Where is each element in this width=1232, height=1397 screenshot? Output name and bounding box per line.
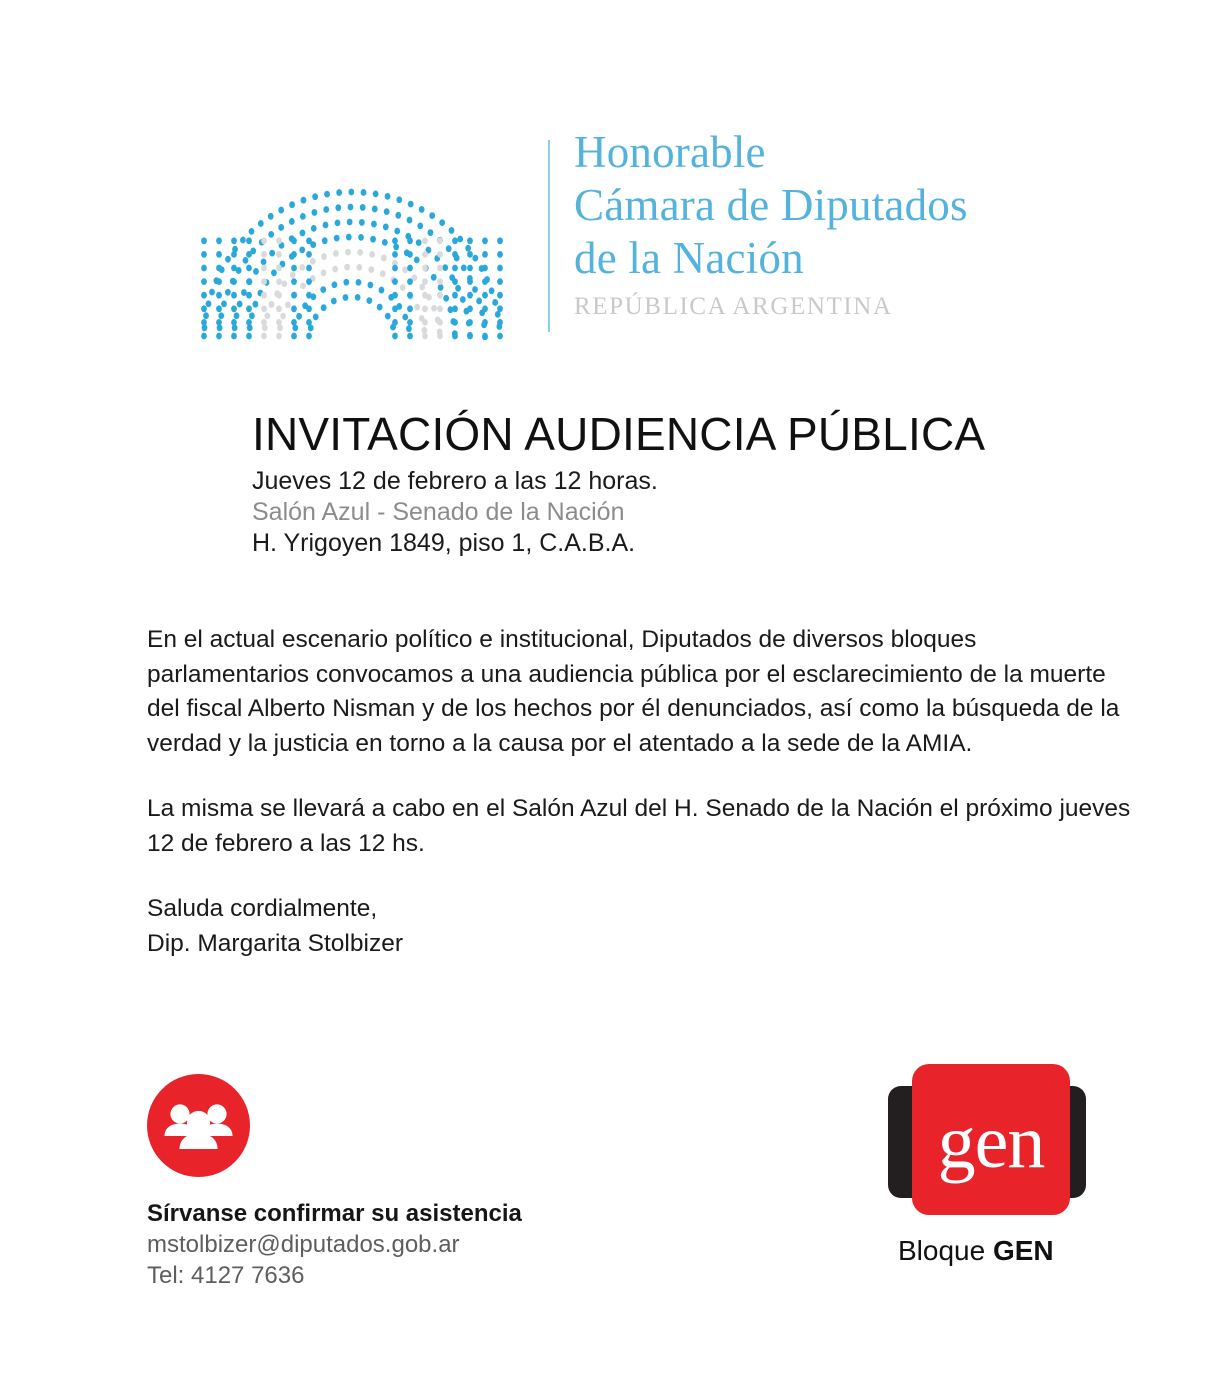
logo-divider — [548, 140, 550, 332]
institution-wordmark — [574, 126, 1094, 321]
rsvp-phone: Tel: 4127 7636 — [147, 1262, 305, 1289]
congress-hemicycle-dots-icon — [182, 102, 522, 340]
signoff-text: Saluda cordialmente, — [147, 895, 378, 922]
invitation-body — [147, 623, 1132, 961]
gen-caption-bold: GEN — [992, 1235, 1054, 1266]
wordmark-line-1: Honorable — [574, 127, 766, 177]
wordmark-line-2: Cámara de Diputados — [574, 180, 968, 230]
document-header — [182, 96, 1102, 346]
people-group-icon — [147, 1074, 250, 1177]
wordmark-line-3: de la Nación — [574, 233, 804, 283]
gen-logo-word: gen — [937, 1099, 1045, 1184]
page-title: INVITACIÓN AUDIENCIA PÚBLICA — [252, 408, 986, 460]
rsvp-title: Sírvanse confirmar su asistencia — [147, 1200, 522, 1227]
invitation-date: Jueves 12 de febrero a las 12 horas. — [252, 467, 658, 495]
gen-caption — [898, 1234, 1054, 1268]
invitation-venue: Salón Azul - Senado de la Nación — [252, 498, 625, 526]
gen-caption-prefix: Bloque — [898, 1235, 993, 1266]
gen-block — [880, 1064, 1110, 1279]
wordmark-subtitle: REPÚBLICA ARGENTINA — [574, 293, 893, 320]
rsvp-email[interactable]: mstolbizer@diputados.gob.ar — [147, 1231, 460, 1258]
gen-logo-red-plate — [912, 1064, 1070, 1215]
signer-name: Dip. Margarita Stolbizer — [147, 929, 403, 957]
rsvp-block — [147, 1074, 587, 1291]
invitation-title-block — [252, 408, 1112, 559]
signature-block — [147, 892, 1132, 961]
invitation-address: H. Yrigoyen 1849, piso 1, C.A.B.A. — [252, 529, 636, 557]
gen-logo-icon — [880, 1064, 1095, 1219]
body-paragraph-2: La misma se llevará a cabo en el Salón Azul del H. Senado de la Nación el próximo jueves 12 de febrero a las 12 hs. — [147, 795, 1131, 857]
rsvp-text — [147, 1198, 587, 1291]
body-paragraph-1: En el actual escenario político e institucional, Diputados de diversos bloques parlamentarios convocamos a una audiencia pública por el esclarecimiento de la muerte del fiscal Alberto Nisman y de los hechos por él denunciados, así como la búsqueda de la verdad y la justicia en torno a la causa por el atentado a la sede de la AMIA. — [147, 626, 1120, 757]
